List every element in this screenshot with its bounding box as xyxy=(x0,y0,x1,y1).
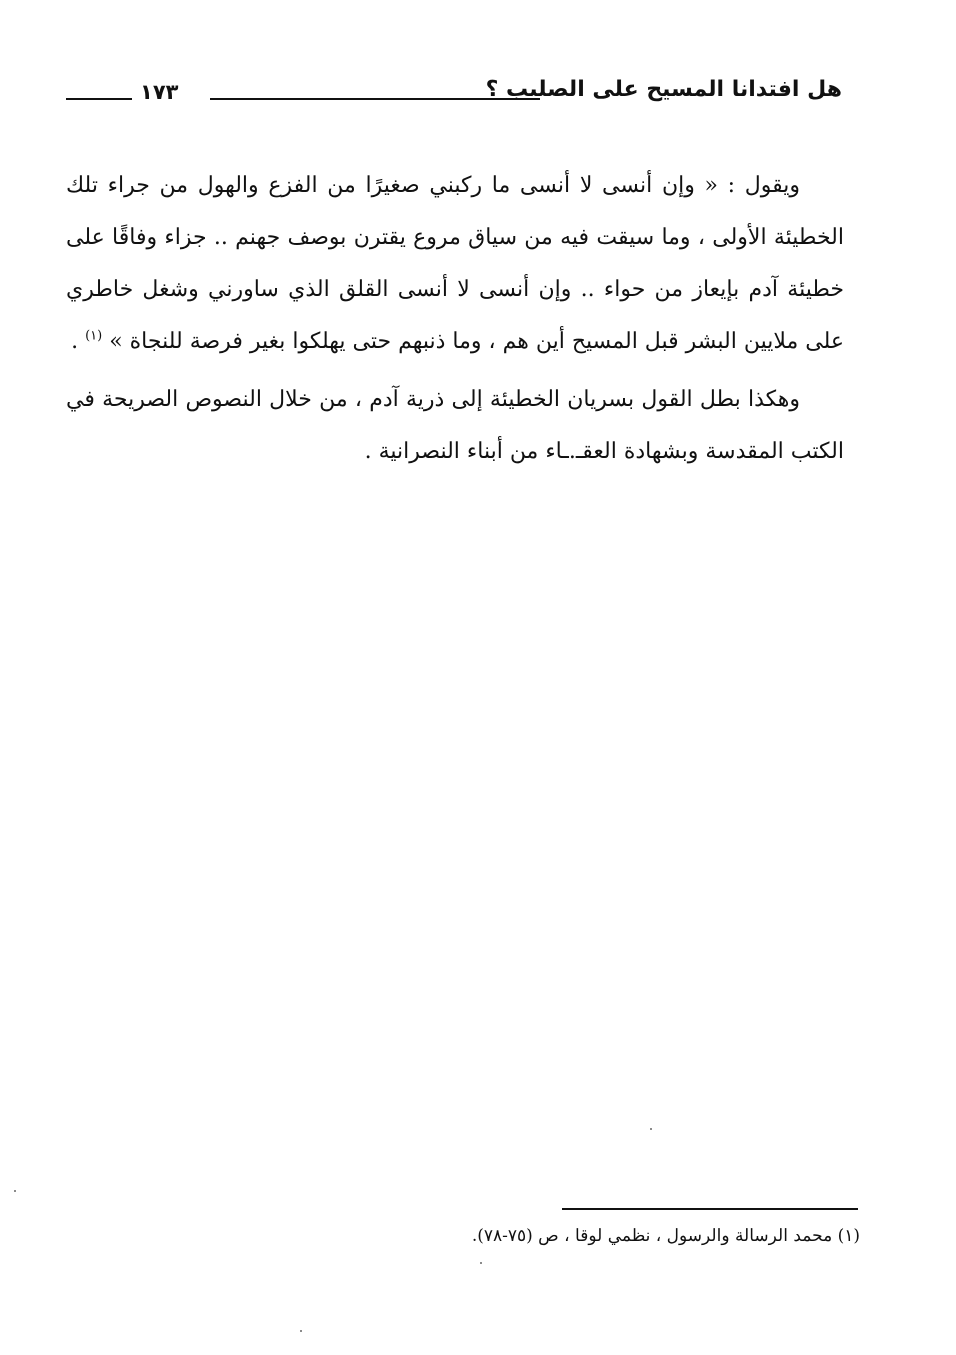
footnote-separator xyxy=(562,1208,858,1210)
scan-speck xyxy=(480,1262,482,1264)
page-number: ١٧٣ xyxy=(140,80,179,104)
scan-speck xyxy=(14,1190,16,1192)
scan-speck xyxy=(300,1330,302,1332)
scan-speck xyxy=(650,1128,652,1130)
header-rule xyxy=(210,98,540,100)
header-title: هل افتدانا المسيح على الصليب ؟ xyxy=(485,77,842,102)
footnote-reference: (١) xyxy=(85,328,103,344)
header-rule-end xyxy=(66,98,132,100)
running-header xyxy=(66,74,842,114)
paragraph-1 xyxy=(66,160,844,368)
footnote-1: (١) محمد الرسالة والرسول ، نظمي لوقا ، ص (٧٥-٧٨). xyxy=(471,1226,860,1246)
paragraph-1-text: ويقول : « وإن أنسى لا أنسى ما ركبني صغيرًا من الفزع والهول من جراء تلك الخطيئة الأولى ، وما سيقت فيه من سياق مروع يقترن بوصف جهنم .. جزاء وفاقًا على خطيئة آدم بإيعاز من حواء .. وإن أنسى لا أنسى القلق الذي ساورني وشغل خاطري على ملايين البشر قبل المسيح أين هم ، وما ذنبهم حتى يهلكوا بغير فرصة للنجاة » xyxy=(66,173,844,354)
body-text xyxy=(66,160,844,484)
paragraph-1-end-punctuation: . xyxy=(71,329,86,354)
paragraph-2 xyxy=(66,374,844,478)
paragraph-2-text: وهكذا بطل القول بسريان الخطيئة إلى ذرية آدم ، من خلال النصوص الصريحة في الكتب المقدسة وبشهادة العقـ.ـاء من أبناء النصرانية . xyxy=(66,387,844,464)
